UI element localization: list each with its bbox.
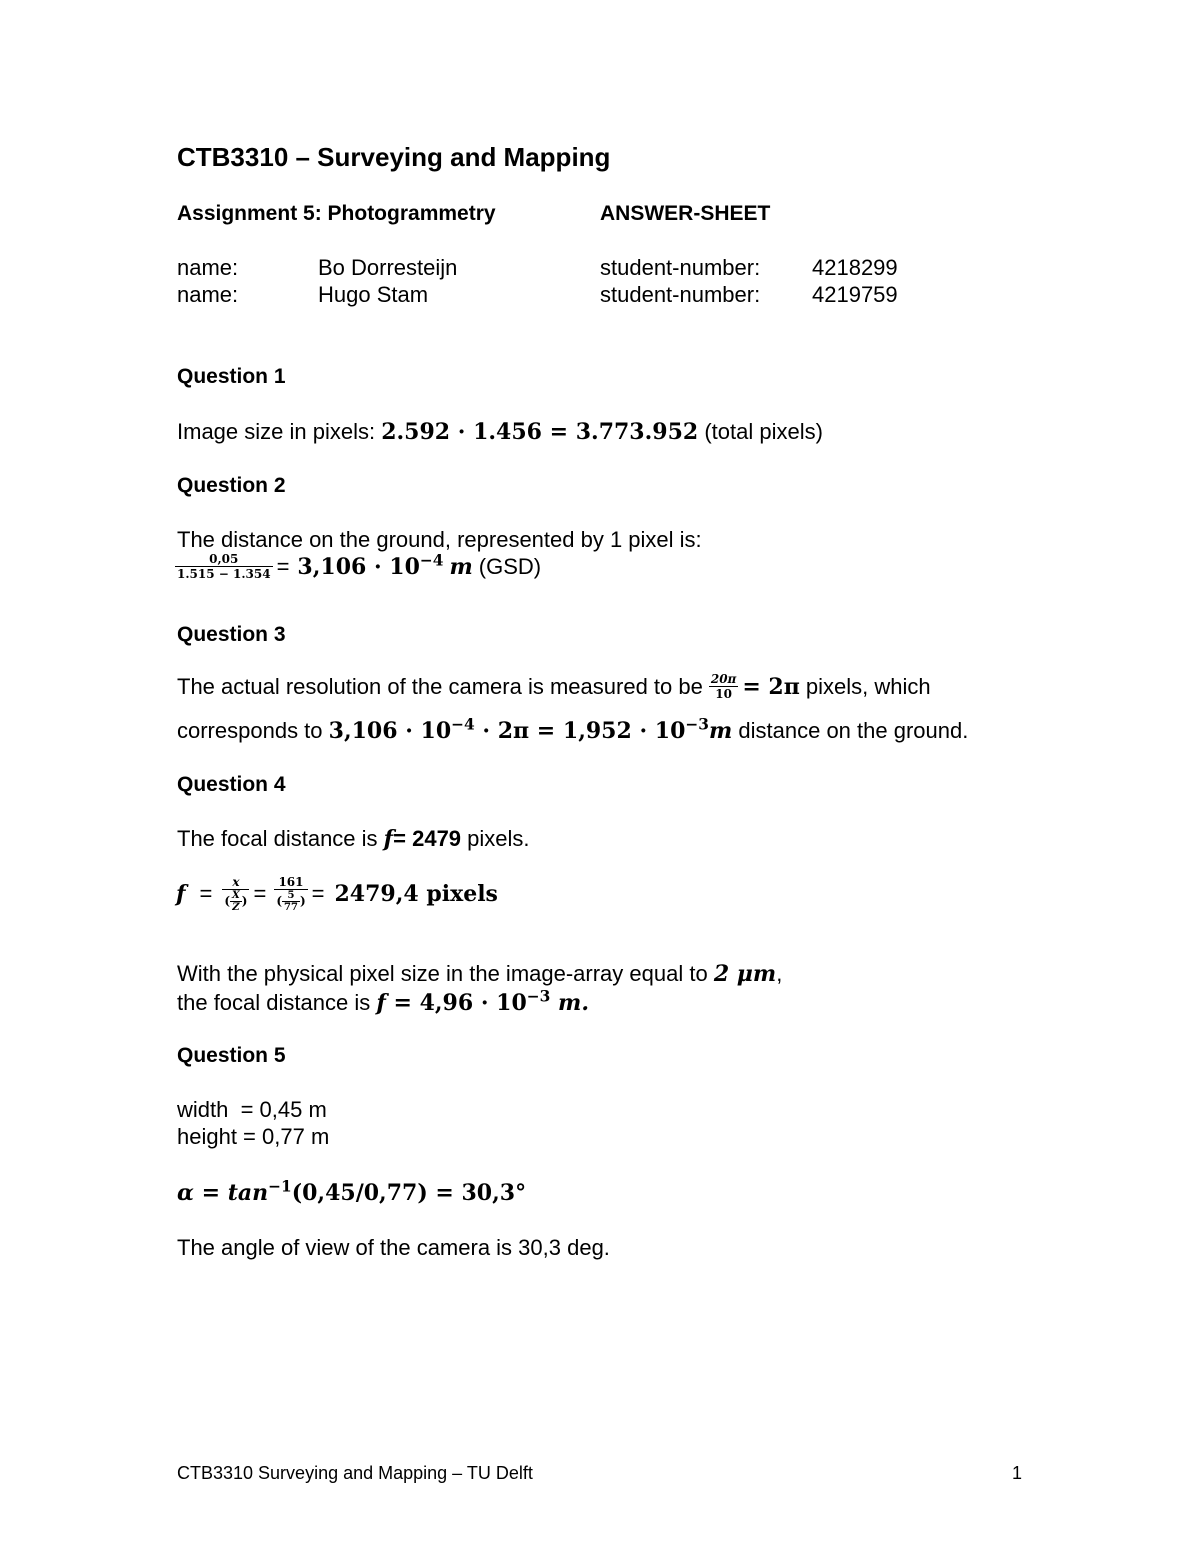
q2-unit: m [449,553,473,580]
q3-frac-den: 10 [715,687,732,701]
q4-formula-eq3: = [311,881,325,906]
q4-focal-line [177,987,589,1016]
question-2-heading: Question 2 [177,474,286,497]
q2-frac-den: 1.515 − 1.354 [177,567,271,581]
q3-line2-unit: m [708,718,733,744]
q2-frac-num: 0,05 [175,552,273,567]
q4-formula-eq1: = [199,881,213,906]
q4-text-suffix: pixels. [467,826,530,851]
q4-frac2-inner [282,890,300,913]
q4-formula-result: 2479,4 pixels [334,881,498,907]
q4-pixel-value: 2 μm [713,961,777,987]
q2-suffix: (GSD) [478,553,542,579]
question-3-heading: Question 3 [177,623,286,646]
question-1-answer [177,419,823,445]
q1-formula: 2.592 · 1.456 = 3.773.952 [381,419,699,445]
q4-pixel-suffix: , [776,961,783,986]
q3-line2-suffix: distance on the ground. [738,718,969,743]
q4-focal-exp: −3 [526,987,551,1006]
question-1-heading: Question 1 [177,365,286,388]
q5-formula-rest: (0,45/0,77) = 30,3° [291,1180,527,1206]
q4-frac2-inner-num: 5 [282,890,300,902]
q5-formula-exp: −1 [268,1177,292,1196]
q2-eq: = [276,553,290,579]
q3-line1-prefix: The actual resolution of the camera is measured to be [177,673,703,699]
q4-fraction-1: x ( $\frac{X}{Z}$ ) [224,875,248,913]
q4-text [177,826,530,852]
q1-prefix: Image size in pixels: [177,419,376,444]
q2-result [297,551,444,580]
q4-formula-eq2: = [253,881,267,906]
q4-focal-unit: m. [550,990,589,1016]
student-1-number-label: student-number: [600,255,761,280]
q5-width: width = 0,45 m [177,1097,327,1122]
q3-line-2 [177,715,969,744]
q4-focal-val: = 4,96 · 10 [385,990,527,1016]
q3-line1-suffix: pixels, which [805,673,931,699]
q4-f-symbol: f [383,826,394,852]
q4-pixel-line [177,961,782,987]
student-2-name-label: name: [177,282,239,307]
q3-line-1 [177,672,931,701]
q5-formula-mid: = tan [193,1180,269,1206]
q4-formula-f: f [176,881,186,907]
q3-frac-num: 20π [710,672,737,686]
q3-line2-a-exp: −4 [451,715,475,734]
q4-frac2-num: 161 [274,875,307,890]
answer-sheet-label: ANSWER-SHEET [600,202,771,225]
q2-result-exp: −4 [419,551,444,570]
q2-text: The distance on the ground, represented by 1 pixel is: [177,527,702,552]
footer-text: CTB3310 Surveying and Mapping – TU Delft [177,1463,533,1483]
q5-height: height = 0,77 m [177,1124,330,1149]
q2-fraction [175,552,273,581]
question-5-heading: Question 5 [177,1044,286,1067]
q4-text-prefix: The focal distance is [177,826,378,851]
question-4-heading: Question 4 [177,773,286,796]
q3-fraction [709,672,738,701]
q4-f-eq: = 2479 [393,826,462,851]
q5-alpha: α [177,1180,194,1206]
q2-result-val: 3,106 · 10 [297,553,420,580]
student-1-name: Bo Dorresteijn [318,255,458,280]
q4-pixel-prefix: With the physical pixel size in the image-array equal to [177,961,708,986]
q4-frac1-num: x [222,875,249,890]
q4-focal-f: f [376,990,386,1016]
q3-line2-b-exp: −3 [685,715,709,734]
q1-suffix: (total pixels) [704,419,823,444]
q4-frac1-inner [230,890,242,913]
q4-focal-prefix: the focal distance is [177,990,371,1015]
q5-formula [177,1177,527,1206]
q3-eq-val: = 2π [742,673,800,700]
q4-formula [176,875,498,913]
q3-line2-prefix: corresponds to [177,718,323,743]
q4-frac1-inner-num: X [232,890,240,901]
q4-fraction-2: 161 ( $\frac{5}{77}$ ) [276,875,306,913]
student-2-number: 4219759 [812,282,898,307]
q2-formula [175,552,541,581]
student-1-number: 4218299 [812,255,898,280]
assignment-title: Assignment 5: Photogrammetry [177,202,496,225]
student-2-name: Hugo Stam [318,282,429,307]
q5-conclusion: The angle of view of the camera is 30,3 deg. [177,1235,610,1260]
q4-frac2-inner-den: 77 [284,902,298,913]
student-1-name-label: name: [177,255,239,280]
q3-line2-b: · 2π = 1,952 · 10 [474,718,686,744]
q4-frac1-inner-den: Z [232,902,240,913]
q3-line2-a: 3,106 · 10 [328,718,452,744]
course-title: CTB3310 – Surveying and Mapping [177,142,611,172]
page-number: 1 [1012,1463,1023,1483]
student-2-number-label: student-number: [600,282,761,307]
